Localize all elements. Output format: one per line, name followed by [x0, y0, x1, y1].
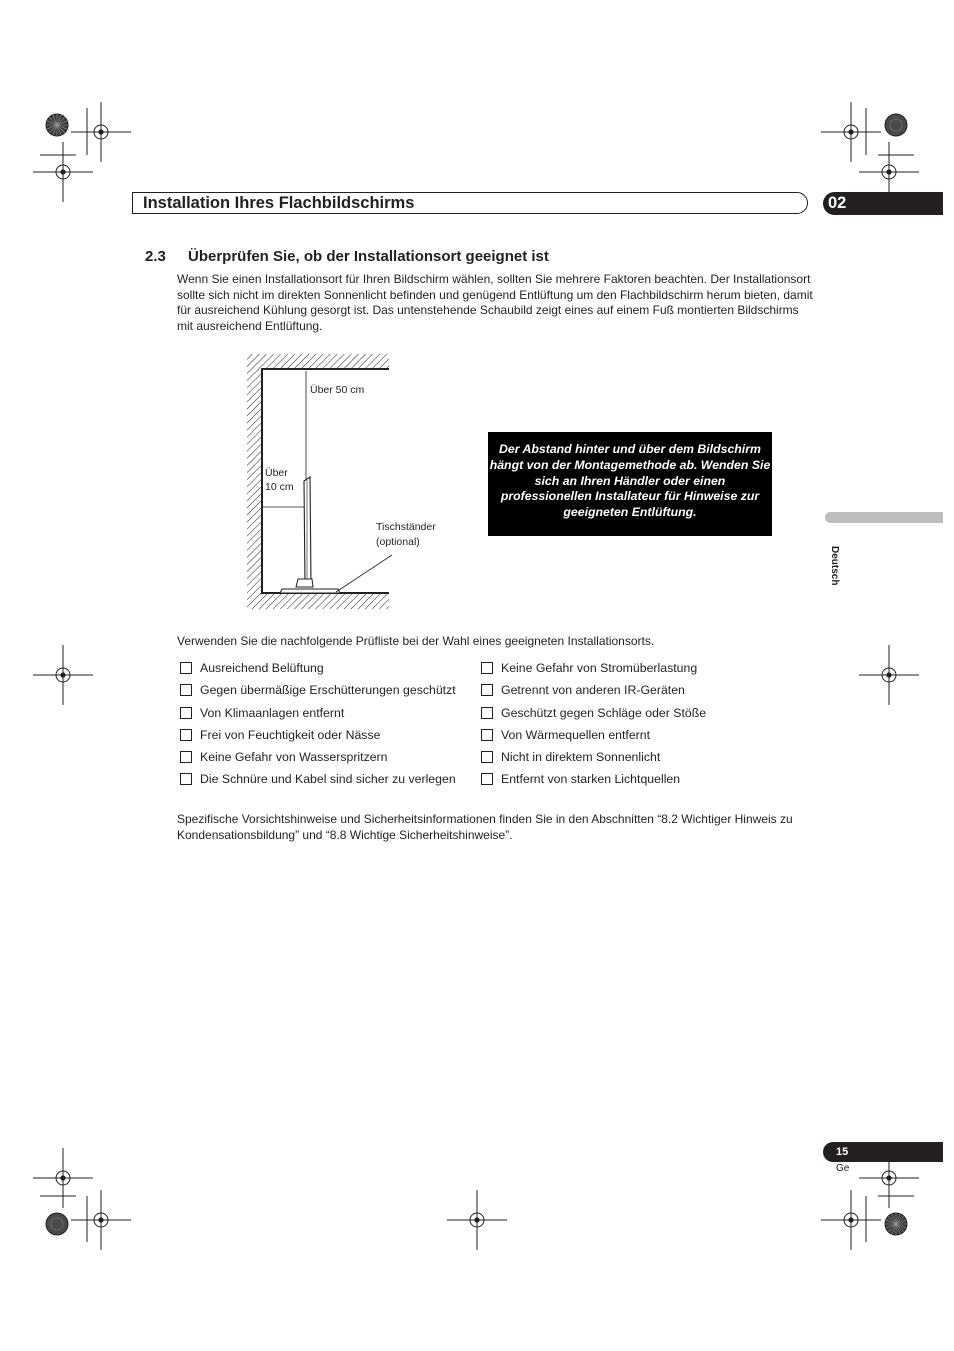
checklist-item[interactable] [180, 679, 480, 701]
checklist-label: Ausreichend Belüftung [200, 661, 324, 675]
checklist-label: Frei von Feuchtigkeit oder Nässe [200, 727, 381, 742]
checkbox[interactable] [180, 773, 192, 785]
checklist-intro: Verwenden Sie die nachfolgende Prüfliste bei der Wahl eines geeigneten Installationsorts. [177, 634, 655, 648]
label-table-stand-2: (optional) [376, 536, 420, 548]
checklist-label: Nicht in direktem Sonnenlicht [501, 750, 661, 765]
checklist-item[interactable] [180, 657, 480, 679]
section-number: 2.3 [145, 248, 166, 265]
checkbox[interactable] [481, 684, 493, 696]
language-side-tab [825, 512, 943, 523]
chapter-number: 02 [828, 194, 847, 212]
display-panel [304, 477, 311, 585]
label-side-clearance-2: 10 cm [265, 481, 294, 493]
checkbox[interactable] [481, 773, 493, 785]
checkbox[interactable] [180, 662, 192, 674]
table-stand [296, 579, 313, 587]
checklist-label: Geschützt gegen Schläge oder Stöße [501, 705, 707, 720]
checkbox[interactable] [481, 729, 493, 741]
label-table-stand-1: Tischständer [376, 521, 436, 533]
checklist-label: Von Klimaanlagen entfernt [200, 705, 345, 720]
checklist-left-column [180, 657, 480, 791]
ventilation-note-box: Der Abstand hinter und über dem Bildschirm hängt von der Montagemethode ab. Wenden Sie sich an Ihren Händler oder einen professionellen Installateur für Hinweise zur geeigneten Entlüftung. [488, 432, 772, 536]
checklist-item[interactable] [481, 657, 781, 679]
checklist-item[interactable] [481, 702, 781, 724]
checklist-label: Keine Gefahr von Stromüberlastung [501, 661, 698, 675]
checklist-item[interactable] [481, 724, 781, 746]
checklist-item[interactable] [180, 702, 480, 724]
checklist-item[interactable] [481, 746, 781, 768]
checkbox[interactable] [481, 662, 493, 674]
checklist-label: Getrennt von anderen IR-Geräten [501, 683, 685, 698]
closing-paragraph: Spezifische Vorsichtshinweise und Sicherheitsinformationen finden Sie in den Abschnitten “8.2 Wichtiger Hinweis zu Kondensationsbildung” und “8.8 Wichtige Sicherheitshinweise”. [177, 812, 793, 842]
checkbox[interactable] [180, 684, 192, 696]
checklist-item[interactable] [180, 746, 480, 768]
section-title: Überprüfen Sie, ob der Installationsort geeignet ist [188, 248, 549, 265]
page-language-code: Ge [836, 1163, 850, 1174]
checklist-item[interactable] [180, 724, 480, 746]
label-side-clearance-1: Über [265, 467, 288, 479]
header-title: Installation Ihres Flachbildschirms [143, 194, 415, 212]
checkbox[interactable] [180, 707, 192, 719]
checkbox[interactable] [481, 707, 493, 719]
checklist-item[interactable] [180, 768, 480, 790]
checklist-label: Keine Gefahr von Wasserspritzern [200, 750, 388, 765]
language-label: Deutsch [829, 546, 840, 586]
checklist-item[interactable] [481, 679, 781, 701]
checkbox[interactable] [481, 751, 493, 763]
checklist-label: Die Schnüre und Kabel sind sicher zu verlegen [200, 772, 456, 787]
checklist-item[interactable] [481, 768, 781, 790]
label-top-clearance: Über 50 cm [310, 384, 365, 396]
stand-leader-line [336, 555, 392, 592]
section-heading [145, 247, 549, 266]
checklist-label: Gegen übermäßige Erschütterungen geschützt [200, 683, 456, 698]
intro-paragraph: Wenn Sie einen Installationsort für Ihren Bildschirm wählen, sollten Sie mehrere Faktoren beachten. Der Installationsort sollte sich nicht im direkten Sonnenlicht befinden und genügend Entlüftung um den Flachbildschirm herum bieten, damit für ausreichend Kühlung gesorgt ist. Das untenstehende Schaubild zeigt eines auf einem Fuß montierten Bildschirms mit ausreichend Entlüftung. [177, 272, 813, 333]
checklist-right-column [481, 657, 781, 791]
checklist-label: Entfernt von starken Lichtquellen [501, 772, 681, 787]
checkbox[interactable] [180, 751, 192, 763]
checklist-label: Von Wärmequellen entfernt [501, 727, 651, 742]
checkbox[interactable] [180, 729, 192, 741]
page-number: 15 [836, 1146, 849, 1158]
